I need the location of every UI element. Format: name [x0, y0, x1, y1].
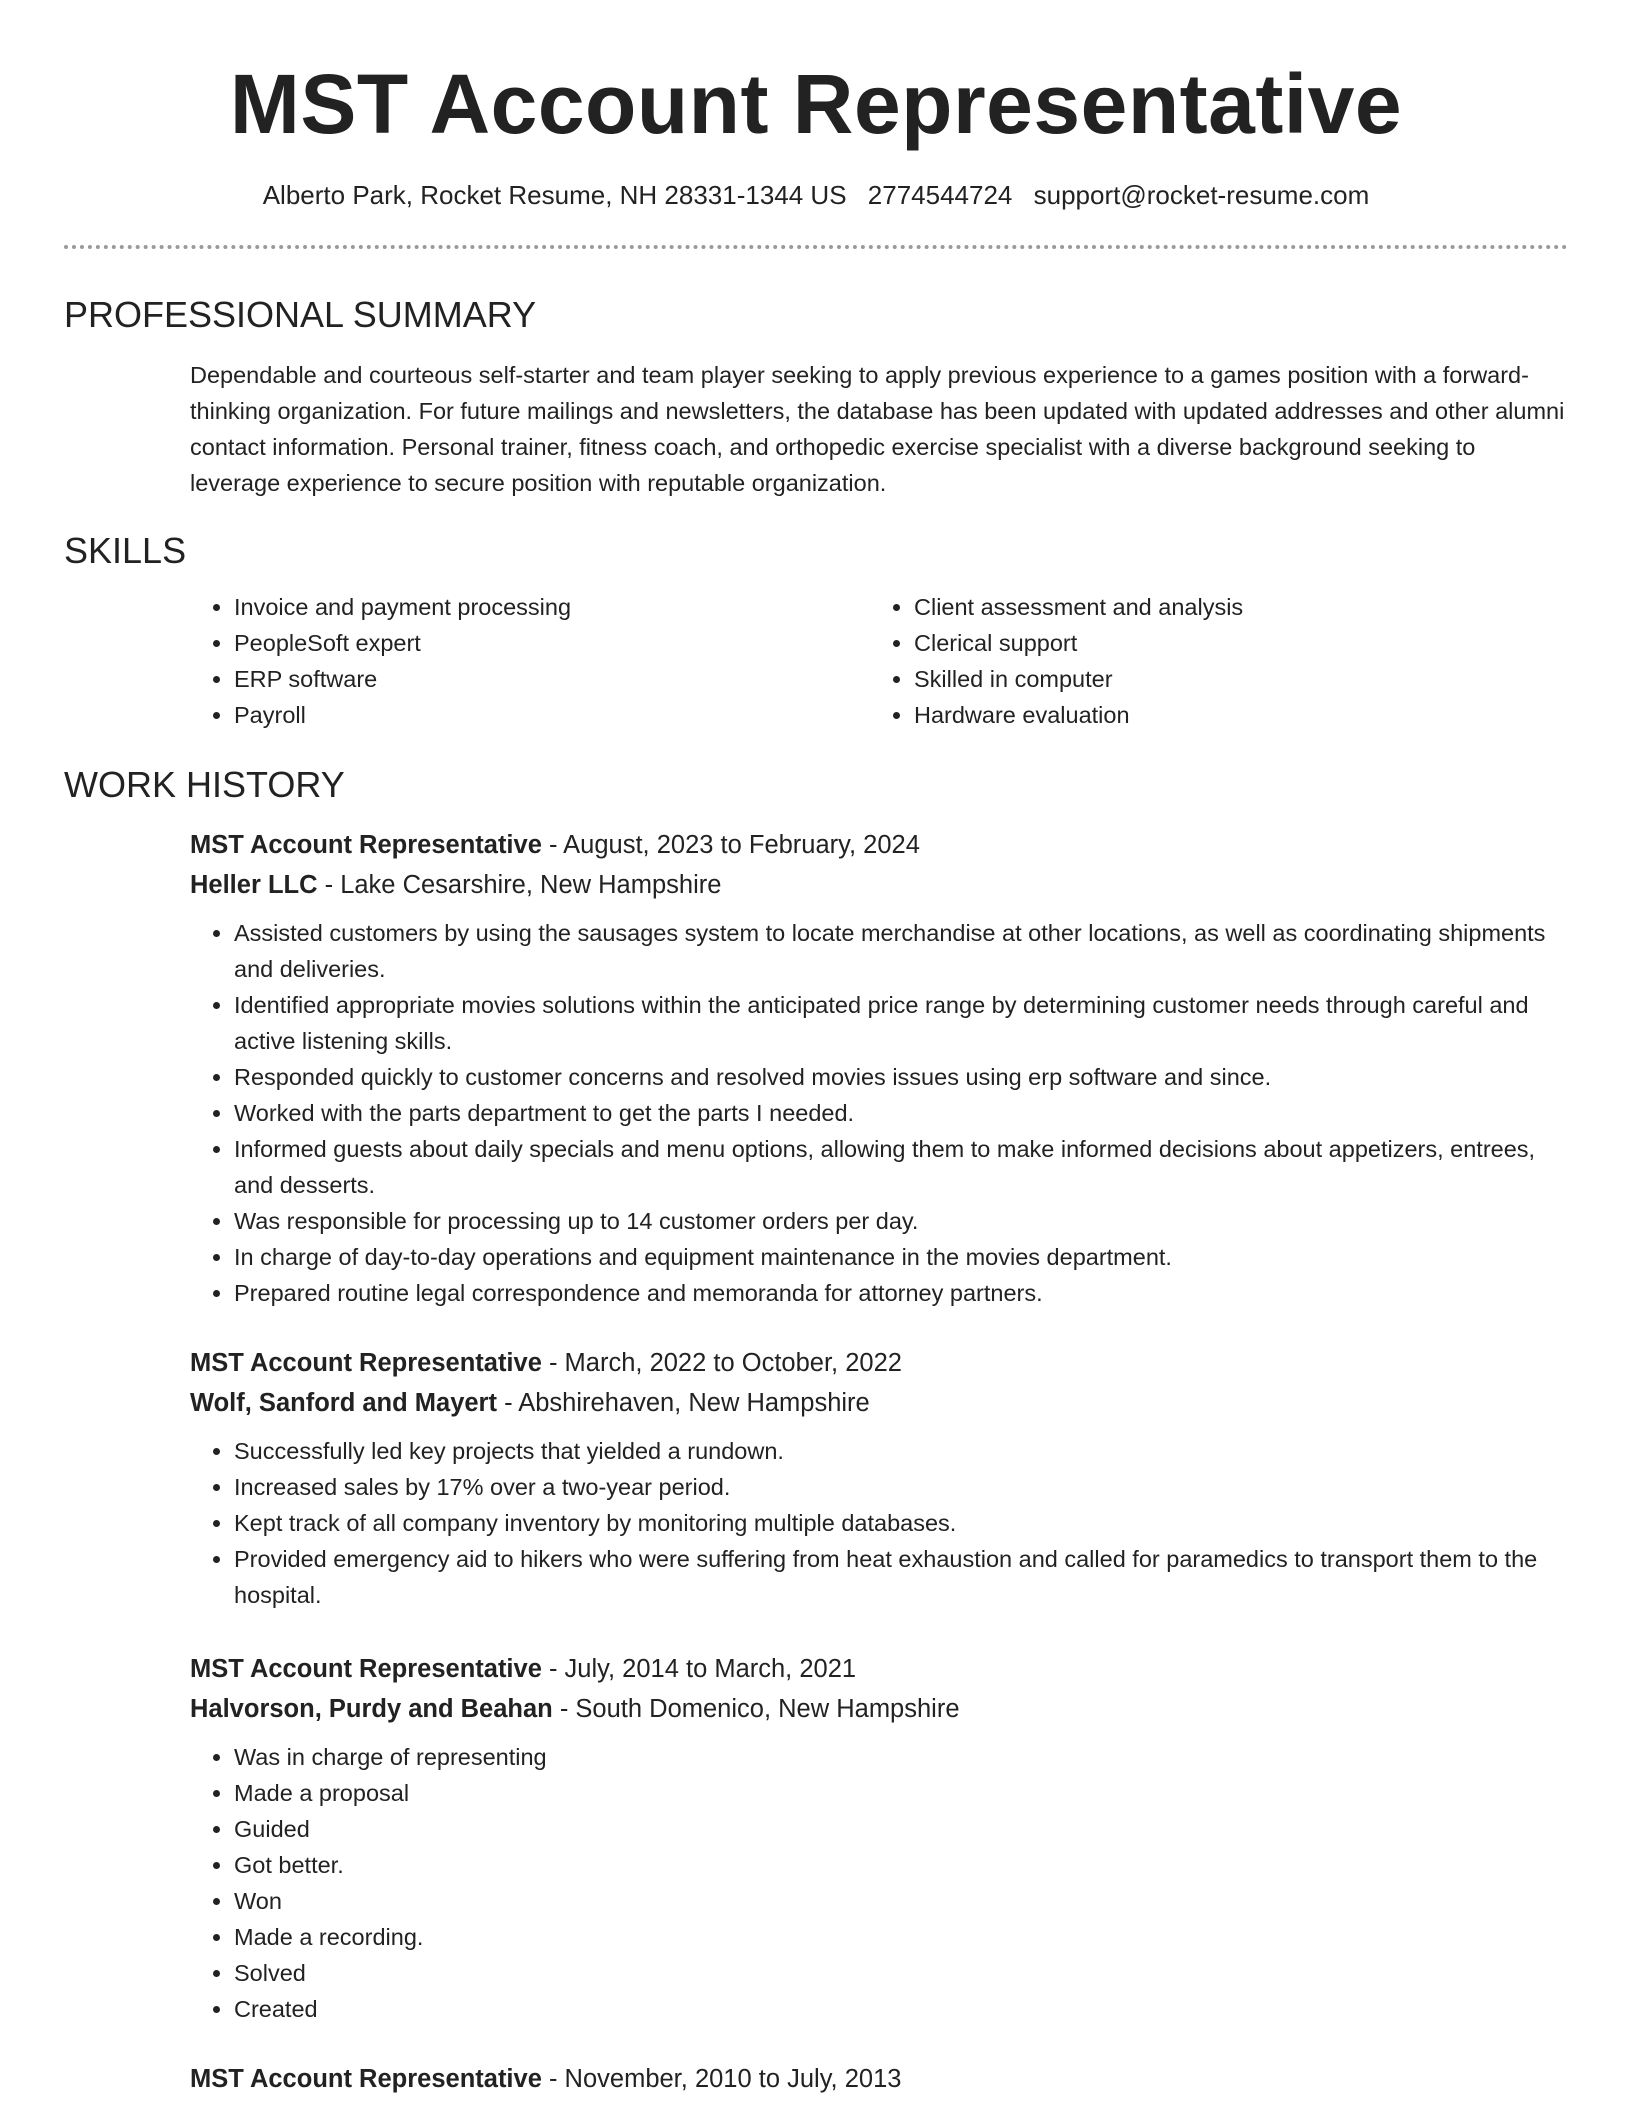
job-dates: - July, 2014 to March, 2021 — [541, 1655, 857, 1683]
summary-heading: PROFESSIONAL SUMMARY — [64, 294, 537, 335]
header-divider — [64, 245, 1568, 249]
contact-email: support@rocket-resume.com — [1033, 180, 1370, 210]
job-bullet: • Provided emergency aid to hikers who were suffering from heat exhaustion and called for paramedics to transport them to the hospital. — [234, 1541, 1568, 1613]
job-title-line — [190, 1649, 1568, 1689]
job-bullet: • Identified appropriate movies solutions within the anticipated price range by determining customer needs through careful and active listening skills. — [234, 987, 1568, 1059]
job-dates: - March, 2022 to October, 2022 — [541, 1349, 902, 1377]
job-bullet: • Made a proposal — [234, 1775, 1568, 1811]
summary-text: Dependable and courteous self-starter and team player seeking to apply previous experience to a games position with a forward-thinking organization. For future mailings and newsletters, the database has been updated with updated addresses and other alumni contact information. Personal trainer, fitness coach, and orthopedic exercise specialist with a diverse background seeking to leverage experience to secure position with reputable organization. — [190, 362, 1565, 496]
work-history-heading: WORK HISTORY — [64, 764, 345, 805]
job-company-line — [190, 865, 1568, 905]
job-bullet: • In charge of day-to-day operations and equipment maintenance in the movies department. — [234, 1239, 1568, 1275]
skill-item: • Clerical support — [914, 625, 1243, 661]
job-bullet: • Guided — [234, 1811, 1568, 1847]
contact-line — [0, 180, 1632, 211]
job-dates: - November, 2010 to July, 2013 — [541, 2065, 902, 2093]
job-entry — [190, 1343, 1568, 1613]
job-bullets — [190, 1739, 1568, 2027]
job-bullet: • Responded quickly to customer concerns and resolved movies issues using erp software and since. — [234, 1059, 1568, 1095]
job-title-line — [190, 825, 1568, 865]
job-title: MST Account Representative — [190, 831, 542, 859]
job-bullet: • Was responsible for processing up to 14 customer orders per day. — [234, 1203, 1568, 1239]
job-bullet: • Created — [234, 1991, 1568, 2027]
resume-name: MST Account Representative — [229, 57, 1403, 151]
job-bullet: • Informed guests about daily specials and menu options, allowing them to make informed decisions about appetizers, entrees, and desserts. — [234, 1131, 1568, 1203]
job-company-line — [190, 1383, 1568, 1423]
skill-item: • Skilled in computer — [914, 661, 1243, 697]
job-bullets — [190, 915, 1568, 1311]
job-bullets — [190, 1433, 1568, 1613]
job-title: MST Account Representative — [190, 1349, 542, 1377]
skill-item: • Payroll — [234, 697, 870, 733]
skills-heading: SKILLS — [64, 530, 187, 571]
job-bullet: • Was in charge of representing — [234, 1739, 1568, 1775]
skill-item: • Client assessment and analysis — [914, 589, 1243, 625]
job-bullet: • Assisted customers by using the sausages system to locate merchandise at other locations, as well as coordinating shipments and deliveries. — [234, 915, 1568, 987]
job-entry — [190, 2059, 1568, 2099]
job-title-line — [190, 1343, 1568, 1383]
skills-list — [190, 589, 1568, 733]
job-title-line — [190, 2059, 1568, 2099]
job-company: Heller LLC — [190, 871, 318, 899]
skill-item: • PeopleSoft expert — [234, 625, 870, 661]
job-location: - South Domenico, New Hampshire — [552, 1695, 960, 1723]
job-bullet: • Made a recording. — [234, 1919, 1568, 1955]
skill-item: • Hardware evaluation — [914, 697, 1243, 733]
job-title: MST Account Representative — [190, 1655, 542, 1683]
skills-column-right — [870, 589, 1243, 733]
contact-phone: 2774544724 — [867, 180, 1013, 210]
skills-column-left — [190, 589, 870, 733]
job-title: MST Account Representative — [190, 2065, 542, 2093]
job-bullet: • Increased sales by 17% over a two-year period. — [234, 1469, 1568, 1505]
job-bullet: • Successfully led key projects that yielded a rundown. — [234, 1433, 1568, 1469]
job-company-line — [190, 1689, 1568, 1729]
job-bullet: • Solved — [234, 1955, 1568, 1991]
job-entry — [190, 825, 1568, 1311]
skill-item: • ERP software — [234, 661, 870, 697]
job-bullet: • Prepared routine legal correspondence and memoranda for attorney partners. — [234, 1275, 1568, 1311]
job-company: Halvorson, Purdy and Beahan — [190, 1695, 553, 1723]
job-bullet: • Got better. — [234, 1847, 1568, 1883]
job-company: Wolf, Sanford and Mayert — [190, 1389, 497, 1417]
job-bullet: • Worked with the parts department to get the parts I needed. — [234, 1095, 1568, 1131]
job-bullet: • Kept track of all company inventory by monitoring multiple databases. — [234, 1505, 1568, 1541]
job-dates: - August, 2023 to February, 2024 — [541, 831, 920, 859]
job-bullet: • Won — [234, 1883, 1568, 1919]
job-entry — [190, 1649, 1568, 2027]
job-location: - Lake Cesarshire, New Hampshire — [317, 871, 722, 899]
skill-item: • Invoice and payment processing — [234, 589, 870, 625]
contact-address: Alberto Park, Rocket Resume, NH 28331-1344 US — [262, 180, 847, 210]
job-location: - Abshirehaven, New Hampshire — [496, 1389, 870, 1417]
